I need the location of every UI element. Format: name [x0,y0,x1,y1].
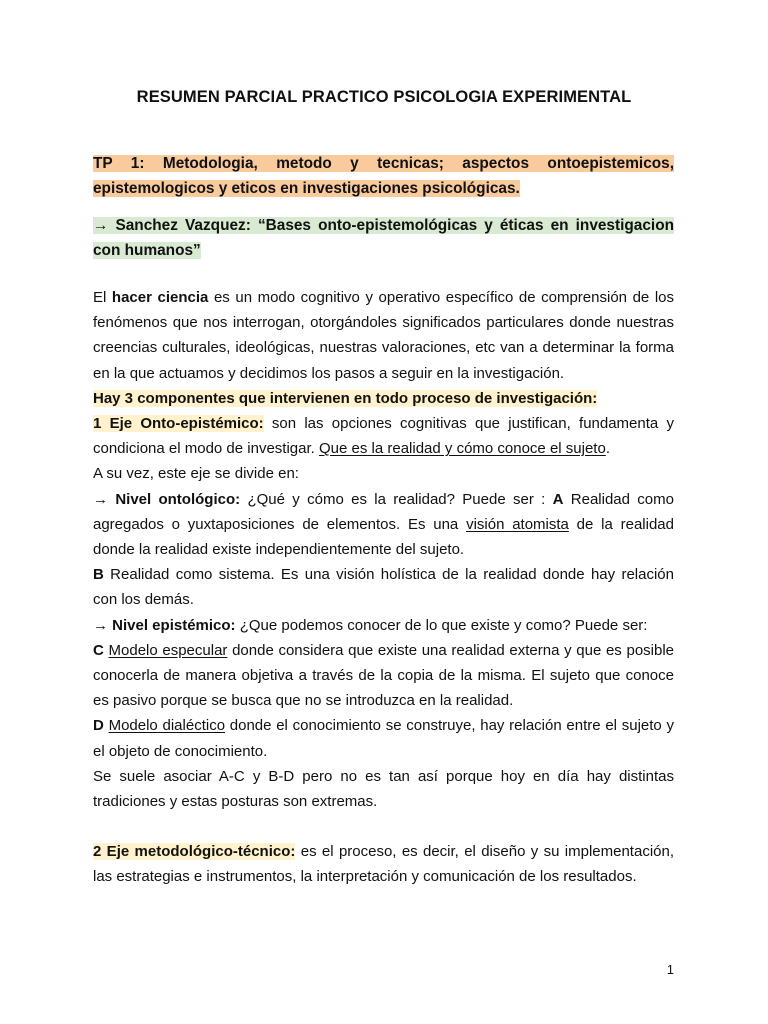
underlined-text: Modelo dialéctico [108,717,226,735]
paragraph-eje-1 [93,411,674,461]
paragraph-text: Realidad como agregados o yuxtaposiciones de elementos. Es una [93,490,674,533]
paragraph-eje-2 [93,839,674,889]
item-letter: C [93,641,104,659]
nivel-epistemico-label: → Nivel epistémico: [93,616,236,634]
section-heading [93,152,674,201]
paragraph-text: Realidad como sistema. Es una visión holística de la realidad donde hay relación con los demás. [93,566,674,609]
paragraph-item-b [93,562,674,612]
paragraph-nivel-ontologico [93,487,674,563]
eje-2-label: 2 Eje metodológico-técnico: [93,843,296,861]
item-letter: D [93,717,104,735]
paragraph-text: donde el conocimiento se construye, hay relación entre el sujeto y el objeto de conocimiento. [93,717,674,760]
paragraph-text: A su vez, este eje se divide en: [93,465,299,483]
paragraph-text: es el proceso, es decir, el diseño y su implementación, las estrategias e instrumentos, la interpretación y comunicación de los resultados. [93,843,675,886]
paragraph-hacer-ciencia [93,285,674,386]
underlined-text: visión atomista [466,515,569,533]
paragraph-text: ¿Qué y cómo es la realidad? Puede ser : [240,490,553,508]
eje-1-label: 1 Eje Onto-epistémico: [93,415,264,433]
paragraph-text: ¿Que podemos conocer de lo que existe y como? Puede ser: [235,616,648,634]
paragraph-asociar [93,764,674,814]
underlined-text: Modelo especular [108,641,228,659]
document-body [93,152,674,890]
paragraph-text: donde considera que existe una realidad externa y que es posible conocerla de manera objetiva a través de la copia de la misma. El sujeto que conoce es pasivo porque se busca que no se introduzca en la realidad. [93,641,675,710]
paragraph-text: de la realidad donde la realidad existe independientemente del sujeto. [93,515,674,559]
subsection-heading [93,214,674,263]
section-heading-text: TP 1: Metodologia, metodo y tecnicas; aspectos ontoepistemicos, epistemologicos y eticos en investigaciones psicológicas. [93,155,674,197]
item-letter: B [93,566,104,584]
paragraph-text: Se suele asociar A-C y B-D pero no es tan así porque hoy en día hay distintas tradiciones y estas posturas son extremas. [93,767,674,811]
item-letter: A [552,490,564,508]
document-title: RESUMEN PARCIAL PRACTICO PSICOLOGIA EXPERIMENTAL [136,88,632,106]
paragraph-nivel-epistemico [93,613,674,638]
components-heading [93,386,674,411]
paragraph-text: son las opciones cognitivas que justifican, fundamenta y condiciona el modo de investigar. [93,415,674,458]
paragraph-divide [93,461,674,486]
paragraph-item-d [93,713,674,763]
subsection-heading-text: → Sanchez Vazquez: “Bases onto-epistemológicas y éticas en investigacion con humanos” [93,217,674,259]
paragraph-text: El [93,289,112,306]
components-heading-text: Hay 3 componentes que intervienen en todo proceso de investigación: [93,389,598,407]
paragraph-text: es un modo cognitivo y operativo específico de comprensión de los fenómenos que nos interrogan, otorgándoles significados particulares donde nuestras creencias culturales, ideológicas, nuestras valoraciones, etc van a determinar la forma en la que actuamos y decidimos los pasos a seguir en la investigación. [93,289,674,382]
paragraph-item-c [93,638,674,714]
page-number: 1 [666,962,674,977]
underlined-text: Que es la realidad y cómo conoce el sujeto [318,440,606,458]
bold-term: hacer ciencia [111,289,209,306]
nivel-ontologico-label: → Nivel ontológico: [93,490,241,508]
paragraph-text: . [605,440,610,458]
